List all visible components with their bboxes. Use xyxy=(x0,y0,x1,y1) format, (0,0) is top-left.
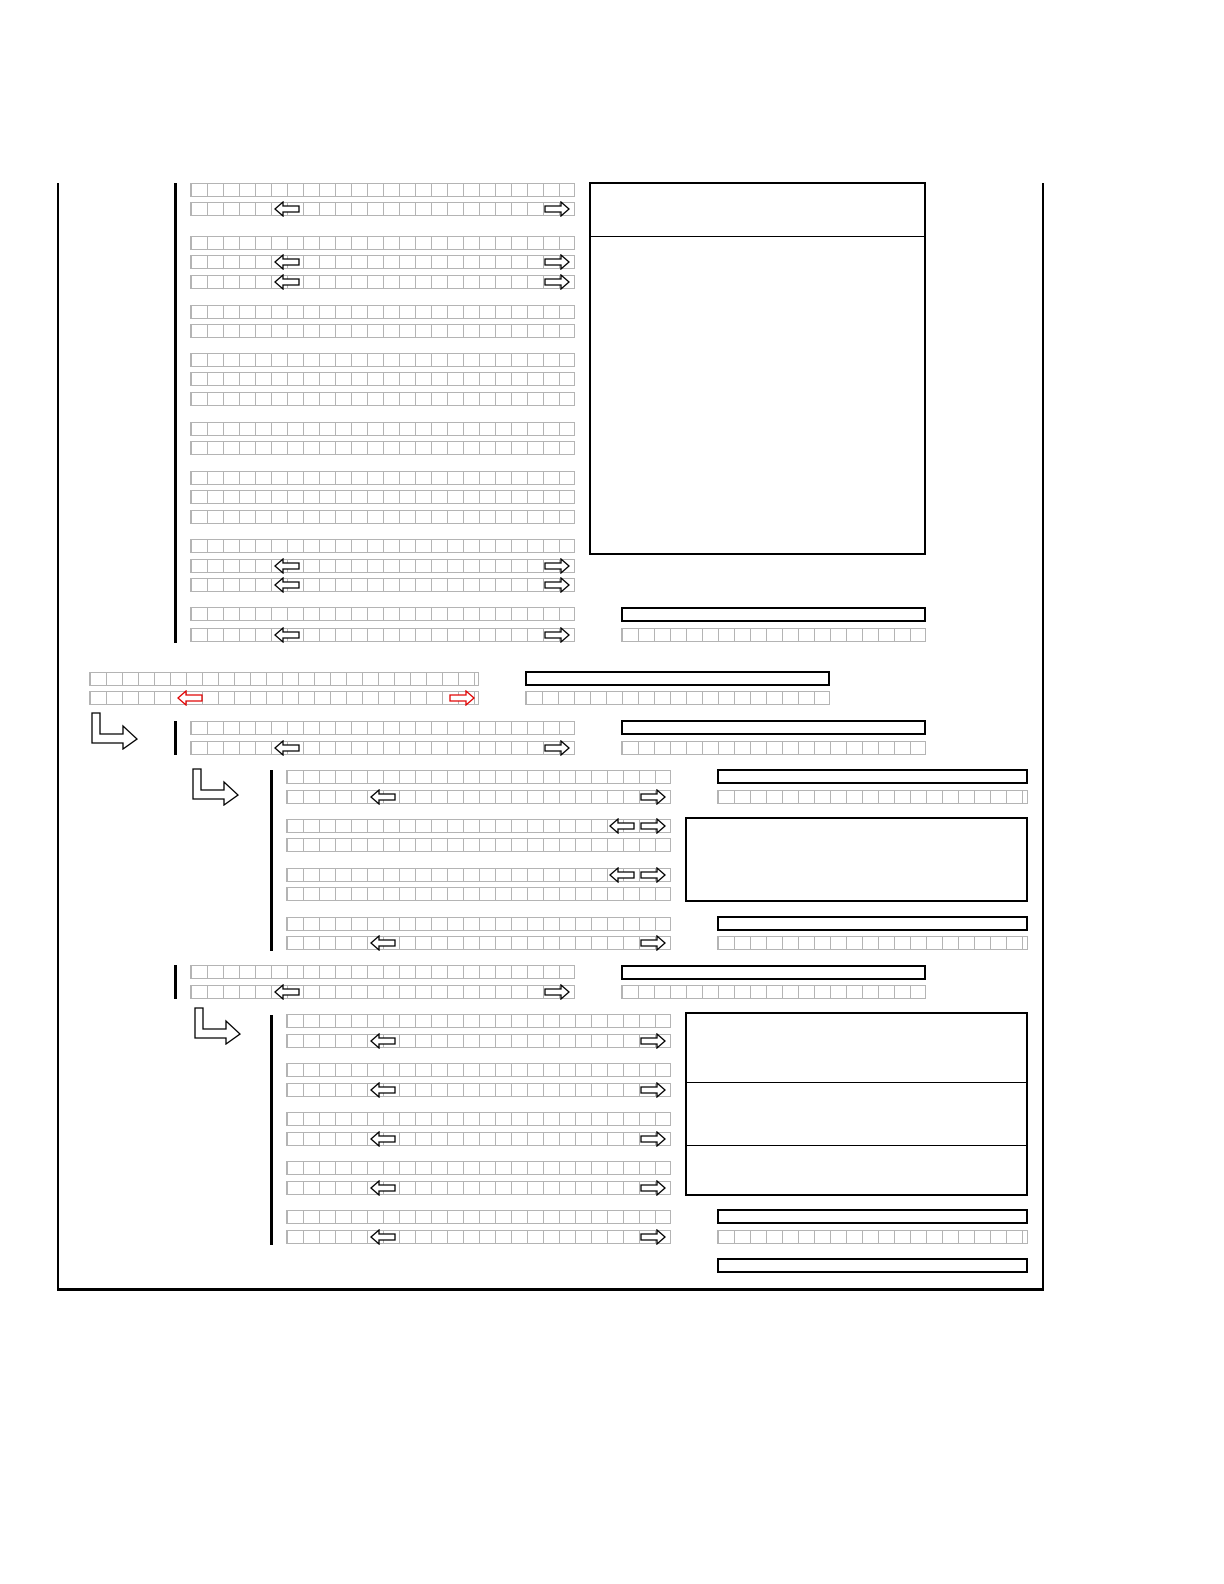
grid-field[interactable] xyxy=(190,236,575,250)
grid-field[interactable] xyxy=(717,790,1028,804)
grid-field[interactable] xyxy=(190,985,575,999)
grid-field[interactable] xyxy=(190,275,575,289)
right-arrow-icon xyxy=(640,1180,666,1196)
left-arrow-icon xyxy=(370,1082,396,1098)
right-arrow-icon xyxy=(640,1131,666,1147)
grid-field[interactable] xyxy=(190,202,575,216)
left-arrow-icon xyxy=(177,690,203,706)
right-arrow-icon xyxy=(544,740,570,756)
field-label-box xyxy=(717,1258,1028,1273)
grid-field[interactable] xyxy=(190,372,575,386)
grid-field[interactable] xyxy=(621,985,926,999)
grid-field[interactable] xyxy=(190,305,575,319)
right-arrow-icon xyxy=(544,984,570,1000)
grid-field[interactable] xyxy=(190,255,575,269)
grid-field[interactable] xyxy=(525,691,830,705)
grid-field[interactable] xyxy=(190,559,575,573)
grid-field[interactable] xyxy=(190,422,575,436)
info-panel-divider xyxy=(687,1145,1028,1146)
grid-field[interactable] xyxy=(286,1014,671,1028)
grid-field[interactable] xyxy=(286,770,671,784)
right-arrow-icon xyxy=(449,690,475,706)
elbow-arrow-icon xyxy=(91,712,139,750)
section-bracket xyxy=(174,183,177,643)
section-bracket xyxy=(270,1015,273,1245)
left-arrow-icon xyxy=(274,254,300,270)
info-panel xyxy=(685,1012,1028,1196)
frame-left-edge xyxy=(57,183,59,1290)
info-panel xyxy=(589,182,926,555)
info-panel-divider xyxy=(687,1082,1028,1083)
frame-right-edge xyxy=(1042,183,1044,1290)
grid-field[interactable] xyxy=(286,1083,671,1097)
right-arrow-icon xyxy=(640,935,666,951)
grid-field[interactable] xyxy=(286,936,671,950)
grid-field[interactable] xyxy=(190,628,575,642)
grid-field[interactable] xyxy=(190,741,575,755)
field-label-box xyxy=(717,769,1028,784)
grid-field[interactable] xyxy=(286,790,671,804)
info-panel-divider xyxy=(591,236,926,237)
left-arrow-icon xyxy=(370,1229,396,1245)
grid-field[interactable] xyxy=(190,392,575,406)
left-arrow-icon xyxy=(370,1131,396,1147)
grid-field[interactable] xyxy=(621,741,926,755)
grid-field[interactable] xyxy=(89,691,479,705)
left-arrow-icon xyxy=(370,935,396,951)
grid-field[interactable] xyxy=(190,183,575,197)
left-arrow-icon xyxy=(274,274,300,290)
right-arrow-icon xyxy=(640,1229,666,1245)
section-bracket xyxy=(174,965,177,999)
grid-field[interactable] xyxy=(190,578,575,592)
grid-field[interactable] xyxy=(190,721,575,735)
grid-field[interactable] xyxy=(190,539,575,553)
grid-field[interactable] xyxy=(190,441,575,455)
field-label-box xyxy=(525,671,830,686)
field-label-box xyxy=(717,1209,1028,1224)
grid-field[interactable] xyxy=(286,1161,671,1175)
grid-field[interactable] xyxy=(190,965,575,979)
left-arrow-icon xyxy=(274,558,300,574)
grid-field[interactable] xyxy=(190,510,575,524)
grid-field[interactable] xyxy=(286,1181,671,1195)
grid-field[interactable] xyxy=(89,672,479,686)
grid-field[interactable] xyxy=(190,324,575,338)
right-arrow-icon xyxy=(640,1033,666,1049)
right-arrow-icon xyxy=(544,274,570,290)
right-arrow-icon xyxy=(544,577,570,593)
field-label-box xyxy=(621,965,926,980)
grid-field[interactable] xyxy=(286,917,671,931)
grid-field[interactable] xyxy=(621,628,926,642)
left-arrow-icon xyxy=(274,577,300,593)
left-arrow-icon xyxy=(609,867,635,883)
left-arrow-icon xyxy=(274,201,300,217)
right-arrow-icon xyxy=(544,627,570,643)
grid-field[interactable] xyxy=(717,936,1028,950)
right-arrow-icon xyxy=(544,201,570,217)
elbow-arrow-icon xyxy=(194,1007,242,1045)
grid-field[interactable] xyxy=(190,353,575,367)
right-arrow-icon xyxy=(544,254,570,270)
field-label-box xyxy=(621,720,926,735)
grid-field[interactable] xyxy=(286,887,671,901)
right-arrow-icon xyxy=(640,1082,666,1098)
grid-field[interactable] xyxy=(190,607,575,621)
right-arrow-icon xyxy=(640,789,666,805)
field-label-box xyxy=(621,607,926,622)
grid-field[interactable] xyxy=(286,1132,671,1146)
grid-field[interactable] xyxy=(190,490,575,504)
left-arrow-icon xyxy=(370,789,396,805)
grid-field[interactable] xyxy=(286,1034,671,1048)
grid-field[interactable] xyxy=(286,1210,671,1224)
grid-field[interactable] xyxy=(286,1230,671,1244)
elbow-arrow-icon xyxy=(192,768,240,806)
grid-field[interactable] xyxy=(286,1112,671,1126)
right-arrow-icon xyxy=(640,867,666,883)
right-arrow-icon xyxy=(640,818,666,834)
info-panel xyxy=(685,817,1028,902)
field-label-box xyxy=(717,916,1028,931)
grid-field[interactable] xyxy=(286,1063,671,1077)
section-bracket xyxy=(270,770,273,951)
frame-bottom-edge xyxy=(57,1288,1044,1291)
left-arrow-icon xyxy=(609,818,635,834)
right-arrow-icon xyxy=(544,558,570,574)
grid-field[interactable] xyxy=(190,471,575,485)
left-arrow-icon xyxy=(370,1033,396,1049)
section-bracket xyxy=(174,721,177,755)
grid-field[interactable] xyxy=(286,838,671,852)
left-arrow-icon xyxy=(274,984,300,1000)
left-arrow-icon xyxy=(274,627,300,643)
left-arrow-icon xyxy=(274,740,300,756)
grid-field[interactable] xyxy=(717,1230,1028,1244)
left-arrow-icon xyxy=(370,1180,396,1196)
